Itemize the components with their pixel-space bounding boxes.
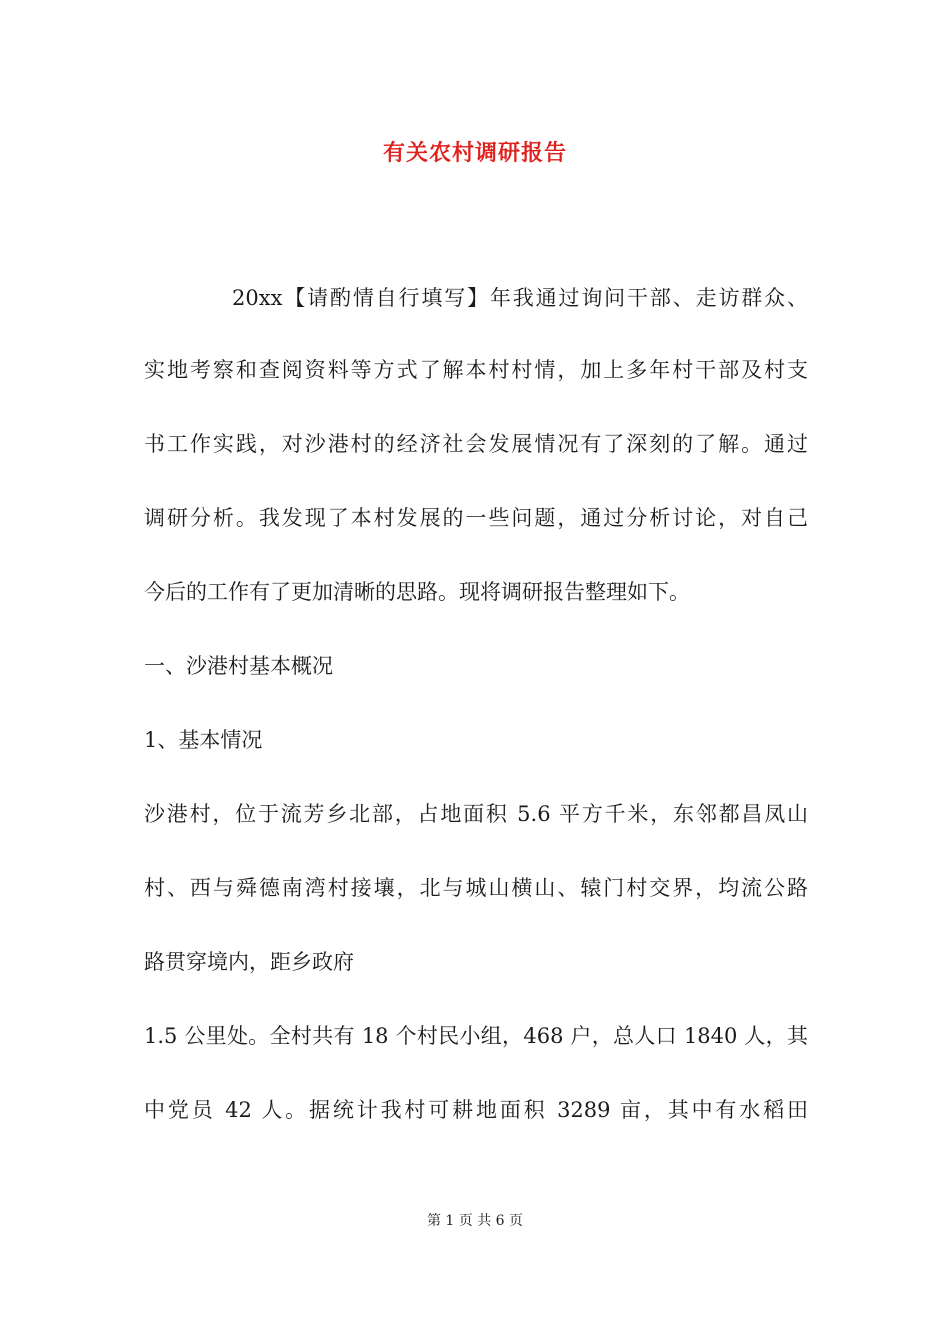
paragraph-line: 20xx【请酌情自行填写】年我通过询问干部、走访群众、	[232, 286, 808, 310]
paragraph-line: 1.5 公里处。全村共有 18 个村民小组，468 户，总人口 1840 人，其	[144, 1024, 808, 1048]
paragraph-line: 村、西与舜德南湾村接壤，北与城山横山、辕门村交界，均流公路	[144, 876, 808, 900]
paragraph-line: 书工作实践，对沙港村的经济社会发展情况有了深刻的了解。通过	[144, 432, 808, 456]
paragraph-line: 调研分析。我发现了本村发展的一些问题，通过分析讨论，对自己	[144, 506, 808, 530]
subsection-heading: 1、基本情况	[144, 728, 263, 752]
paragraph-line: 沙港村，位于流芳乡北部，占地面积 5.6 平方千米，东邻都昌凤山	[144, 802, 808, 826]
paragraph-line: 中党员 42 人。据统计我村可耕地面积 3289 亩，其中有水稻田	[144, 1098, 808, 1122]
paragraph-line: 路贯穿境内，距乡政府	[144, 950, 354, 974]
section-heading: 一、沙港村基本概况	[144, 654, 333, 678]
page-number-footer: 第 1 页 共 6 页	[426, 1213, 524, 1229]
paragraph-line: 今后的工作有了更加清晰的思路。现将调研报告整理如下。	[144, 580, 690, 604]
paragraph-line: 实地考察和查阅资料等方式了解本村村情，加上多年村干部及村支	[144, 358, 808, 382]
document-title: 有关农村调研报告	[382, 140, 567, 166]
